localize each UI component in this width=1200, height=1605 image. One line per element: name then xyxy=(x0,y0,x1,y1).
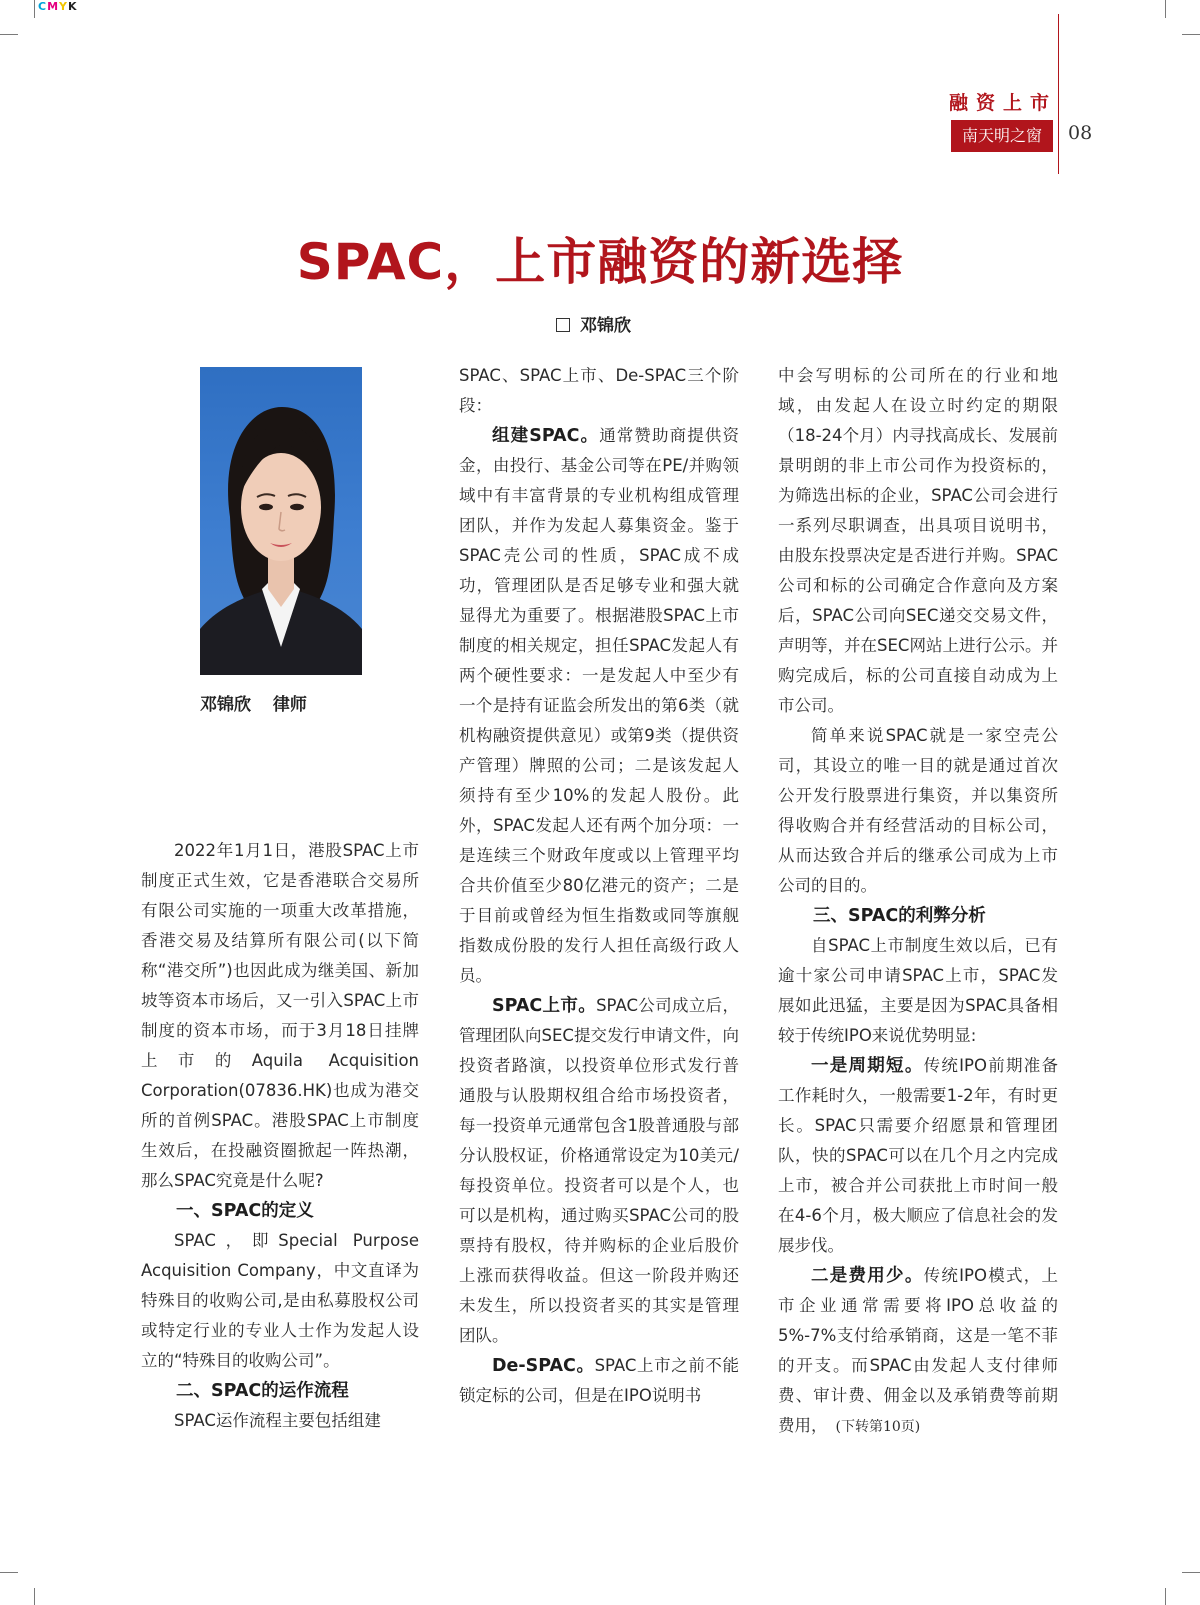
col2-paragraph-2-text: 通常赞助商提供资金，由投行、基金公司等在PE/并购领域中有丰富背景的专业机构组成管理团队，并作为发起人募集资金。鉴于SPAC壳公司的性质，SPAC成不成功，管理团队是否足够专业和强大就显得尤为重要了。根据港股SPAC上市制度的相关规定，担任SPAC发起人有两个硬性要求：一是发起人中至少有一个是持有证监会所发出的第6类（就机构融资提供意见）或第9类（提供资产管理）牌照的公司；二是该发起人须持有至少10%的发起人股份。此外，SPAC发起人还有两个加分项：一是连续三个财政年度或以上管理平均合共价值至少80亿港元的资产；二是于目前或曾经为恒生指数或同等旗舰指数成份股的发行人担任高级行政人员。 xyxy=(459,426,740,985)
crop-mark-br-v xyxy=(1165,1588,1166,1605)
col2-paragraph-3-text: SPAC公司成立后，管理团队向SEC提交发行申请文件，向投资者路演，以投资单位形式发行普通股与认股期权组合给市场投资者，每一投资单元通常包含1股普通股与部分认股权证，价格通常设定为10美元/每投资单位。投资者可以是个人，也可以是机构，通过购买SPAC公司的股票持有股权，待并购标的企业后股价上涨而获得收益。但这一阶段并购还未发生，所以投资者买的其实是管理团队。 xyxy=(459,996,739,1345)
col3-paragraph-5 xyxy=(778,1261,1058,1442)
continued-note: (下转第10页) xyxy=(835,1419,921,1435)
col1-paragraph-1: 2022年1月1日，港股SPAC上市制度正式生效，它是香港联合交易所有限公司实施的一项重大改革措施，香港交易及结算所有限公司(以下简称“港交所”)也因此成为继美国、新加坡等资本市场后，又一引入SPAC上市制度的资本市场，而于3月18日挂牌上市的Aquila Acquisition Corporation(07836.HK)也成为港交所的首例SPAC。港股SPAC上市制度生效后，在投融资圈掀起一阵热潮，那么SPAC究竟是什么呢? xyxy=(141,841,419,1190)
heading-definition: 一、SPAC的定义 xyxy=(176,1201,314,1221)
heading-process: 二、SPAC的运作流程 xyxy=(176,1381,349,1401)
caption-name: 邓锦欣 xyxy=(200,695,251,715)
column-tag: 南天明之窗 xyxy=(951,120,1053,152)
byline xyxy=(556,311,631,336)
column-2 xyxy=(459,361,739,1411)
col3-paragraph-4-text: 传统IPO前期准备工作耗时久，一般需要1-2年，有时更长。SPAC只需要介绍愿景和管理团队，快的SPAC可以在几个月之内完成上市，被合并公司获批上市时间一般在4-6个月，极大顺应了信息社会的发展步伐。 xyxy=(778,1056,1058,1255)
crop-mark-bl-v xyxy=(34,1588,35,1605)
caption-role: 律师 xyxy=(272,695,307,715)
col1-paragraph-3: SPAC运作流程主要包括组建 xyxy=(174,1411,381,1430)
col3-paragraph-1: 中会写明标的公司所在的行业和地域，由发起人在设立时约定的期限（18-24个月）内寻找高成长、发展前景明朗的非上市公司作为投资标的，为筛选出标的企业，SPAC公司会进行一系列尽职调查，出具项目说明书，由股东投票决定是否进行并购。SPAC公司和标的公司确定合作意向及方案后，SPAC公司向SEC递交交易文件，声明等，并在SEC网站上进行公示。并购完成后，标的公司直接自动成为上市公司。 xyxy=(778,366,1058,715)
column-3 xyxy=(778,361,1058,1442)
column-1 xyxy=(141,836,419,1436)
section-label: 融资上市 xyxy=(948,92,1057,114)
article-title: SPAC，上市融资的新选择 xyxy=(296,233,904,291)
crop-mark-tr-h xyxy=(1182,34,1200,35)
lead-de-spac: De-SPAC。 xyxy=(492,1356,595,1376)
col3-paragraph-4 xyxy=(778,1051,1058,1261)
portrait-caption xyxy=(200,690,307,715)
crop-mark-tl-h xyxy=(0,34,18,35)
crop-mark-br-h xyxy=(1182,1572,1200,1573)
crop-mark-tr-v xyxy=(1165,0,1166,18)
col1-paragraph-2: SPAC，即Special Purpose Acquisition Company，中文直译为特殊目的收购公司,是由私募股权公司或特定行业的专业人士作为发起人设立的“特殊目的收购公司”。 xyxy=(141,1231,419,1370)
col3-paragraph-5-text: 传统IPO模式，上市企业通常需要将IPO总收益的5%-7%支付给承销商，这是一笔不菲的开支。而SPAC由发起人支付律师费、审计费、佣金以及承销费等前期费用， xyxy=(778,1266,1058,1435)
col2-paragraph-4-text: SPAC上市之前不能锁定标的公司，但是在IPO说明书 xyxy=(459,1356,739,1405)
col2-paragraph-4 xyxy=(459,1351,739,1411)
cmyk-k: K xyxy=(68,0,78,13)
cmyk-color-bar xyxy=(38,0,78,13)
crop-mark-tl-v xyxy=(34,0,35,18)
cmyk-m: M xyxy=(47,0,60,13)
author-portrait xyxy=(200,367,362,675)
heading-pros-cons: 三、SPAC的利弊分析 xyxy=(813,906,986,926)
lead-spac-listing: SPAC上市。 xyxy=(492,996,597,1016)
lead-low-cost: 二是费用少。 xyxy=(811,1266,924,1286)
col3-paragraph-3: 自SPAC上市制度生效以后，已有逾十家公司申请SPAC上市，SPAC发展如此迅猛，主要是因为SPAC具备相较于传统IPO来说优势明显: xyxy=(778,936,1058,1045)
col2-paragraph-1: SPAC、SPAC上市、De-SPAC三个阶段： xyxy=(459,366,739,415)
lead-build-spac: 组建SPAC。 xyxy=(492,426,600,446)
cmyk-c: C xyxy=(38,0,48,13)
col2-paragraph-3 xyxy=(459,991,739,1351)
lead-short-cycle: 一是周期短。 xyxy=(811,1056,924,1076)
cmyk-y: Y xyxy=(59,0,68,13)
col2-paragraph-2 xyxy=(459,421,739,991)
byline-box-icon xyxy=(556,318,570,332)
author-name: 邓锦欣 xyxy=(580,316,631,336)
crop-mark-bl-h xyxy=(0,1572,18,1573)
page-number: 08 xyxy=(1068,122,1093,144)
col3-paragraph-2: 简单来说SPAC就是一家空壳公司，其设立的唯一目的就是通过首次公开发行股票进行集资，并以集资所得收购合并有经营活动的目标公司，从而达致合并后的继承公司成为上市公司的目的。 xyxy=(778,726,1058,895)
header-red-rule xyxy=(1058,14,1059,174)
